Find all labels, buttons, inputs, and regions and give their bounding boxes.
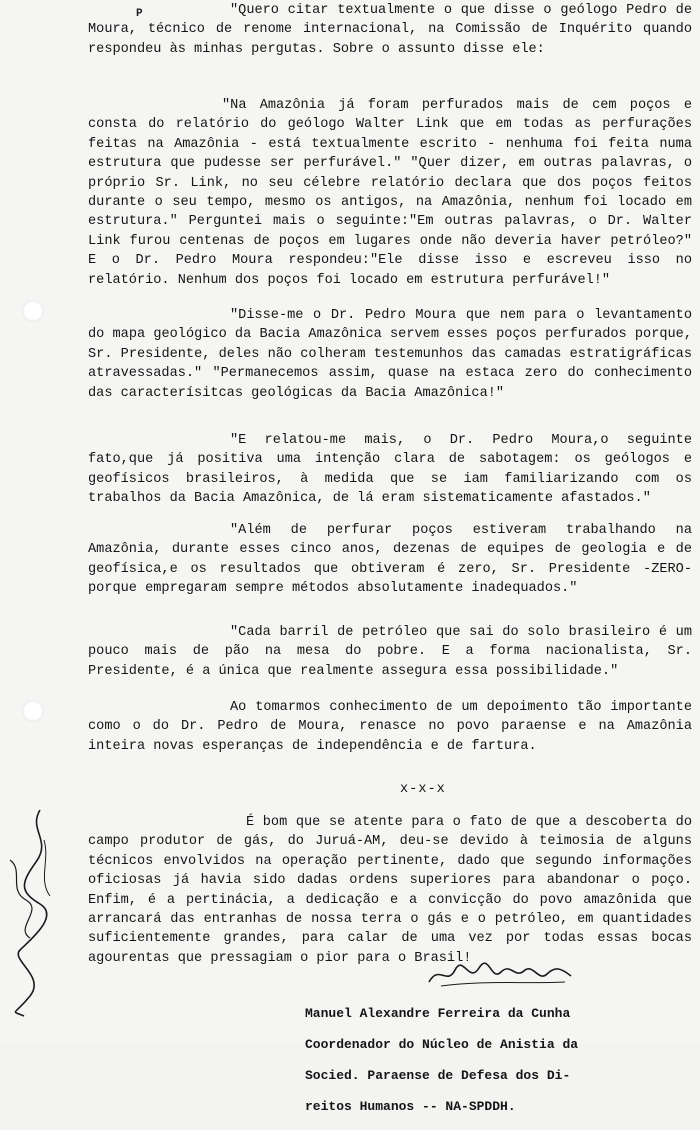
signature-block: [305, 990, 578, 1130]
paragraph-6: "Cada barril de petróleo que sai do solo brasileiro é um pouco mais de pão na mesa do pobre. E a forma nacionalista, Sr. Presidente, é a única que realmente assegura essa possibilidade.": [88, 625, 692, 679]
margin-signature: [0, 800, 64, 1020]
signatory-role-line-3: reitos Humanos -- NA-SPDDH.: [305, 1098, 516, 1114]
paragraph-2: "Na Amazônia já foram perfurados mais de cem poços e consta do relatório do geólogo Walter Link que em todas as perfurações feitas na Amazônia - está textualmente escrito - nenhuma foi feita numa estrutura que pudesse ser perfurável." "Quer dizer, em outras palavras, o próprio Sr. Link, no seu célebre relatório declara que dos poços feitos durante o seu tempo, mesmo os antigos, na Amazônia, nenhum foi locado em estrutura." Perguntei mais o seguinte:"Em outras palavras, o Dr. Walter Link furou centenas de poços em lugares onde não deveria haver petróleo?" E o Dr. Pedro Moura respondeu:"Ele disse isso e escreveu isso no relatório. Nenhum dos poços foi locado em estrutura perfurável!": [88, 98, 692, 288]
paragraph-1: "Quero citar textualmente o que disse o geólogo Pedro de Moura, técnico de renome internacional, na Comissão de Inquérito quando respondeu às minhas pergutas. Sobre o assunto disse ele:: [88, 3, 692, 57]
stray-mark: P: [136, 8, 143, 20]
signatory-role-line-1: Coordenador do Núcleo de Anistia da: [305, 1036, 579, 1052]
handwritten-signature: [425, 958, 575, 992]
paragraph-5: "Além de perfurar poços estiveram trabalhando na Amazônia, durante esses cinco anos, dezenas de equipes de geologia e de geofísica,e os resultados que obtiveram é zero, Sr. Presidente -ZERO- porque empregaram sempre métodos absolutamente inadequados.": [88, 523, 692, 597]
closing-paragraph: É bom que se atente para o fato de que a descoberta do campo produtor de gás, do Juruá-AM, deu-se devido à teimosia de alguns técnicos envolvidos na operação pertinente, dado que segundo informações oficiosas já havia sido dadas ordens superiores para abandonar o poço. Enfim, é a pertinácia, a dedicação e a convicção do povo amazônida que arrancará das entranhas de nossa terra o gás e o petróleo, em quantidades suficientemente grandes, para calar de uma vez por todas essas bocas agourentas que pressagiam o pior para o Brasil!: [88, 815, 692, 966]
signatory-name: Manuel Alexandre Ferreira da Cunha: [305, 1005, 571, 1021]
paragraph-7: Ao tomarmos conhecimento de um depoimento tão importante como o do Dr. Pedro de Moura, renasce no povo paraense e na Amazônia inteira novas esperanças de independência e de fartura.: [88, 700, 692, 754]
punch-hole: [22, 300, 44, 322]
paragraph-3: "Disse-me o Dr. Pedro Moura que nem para o levantamento do mapa geológico da Bacia Amazônica servem esses poços perfurados porque, Sr. Presidente, deles não colheram testemunhos das camadas estratigráficas atravessadas." "Permanecemos assim, quase na estaca zero do conhecimento das caracterísitcas geológicas da Bacia Amazônica!": [88, 308, 692, 401]
paragraph-4: "E relatou-me mais, o Dr. Pedro Moura,o seguinte fato,que já positiva uma intenção clara de sabotagem: os geólogos e geofísicos brasileiros, à medida que se iam familiarizando com os trabalhos da Bacia Amazônica, de lá eram sistematicamente afastados.": [88, 433, 692, 507]
section-separator: x-x-x: [400, 782, 446, 797]
signatory-role-line-2: Socied. Paraense de Defesa dos Di-: [305, 1067, 571, 1083]
punch-hole: [22, 700, 44, 722]
